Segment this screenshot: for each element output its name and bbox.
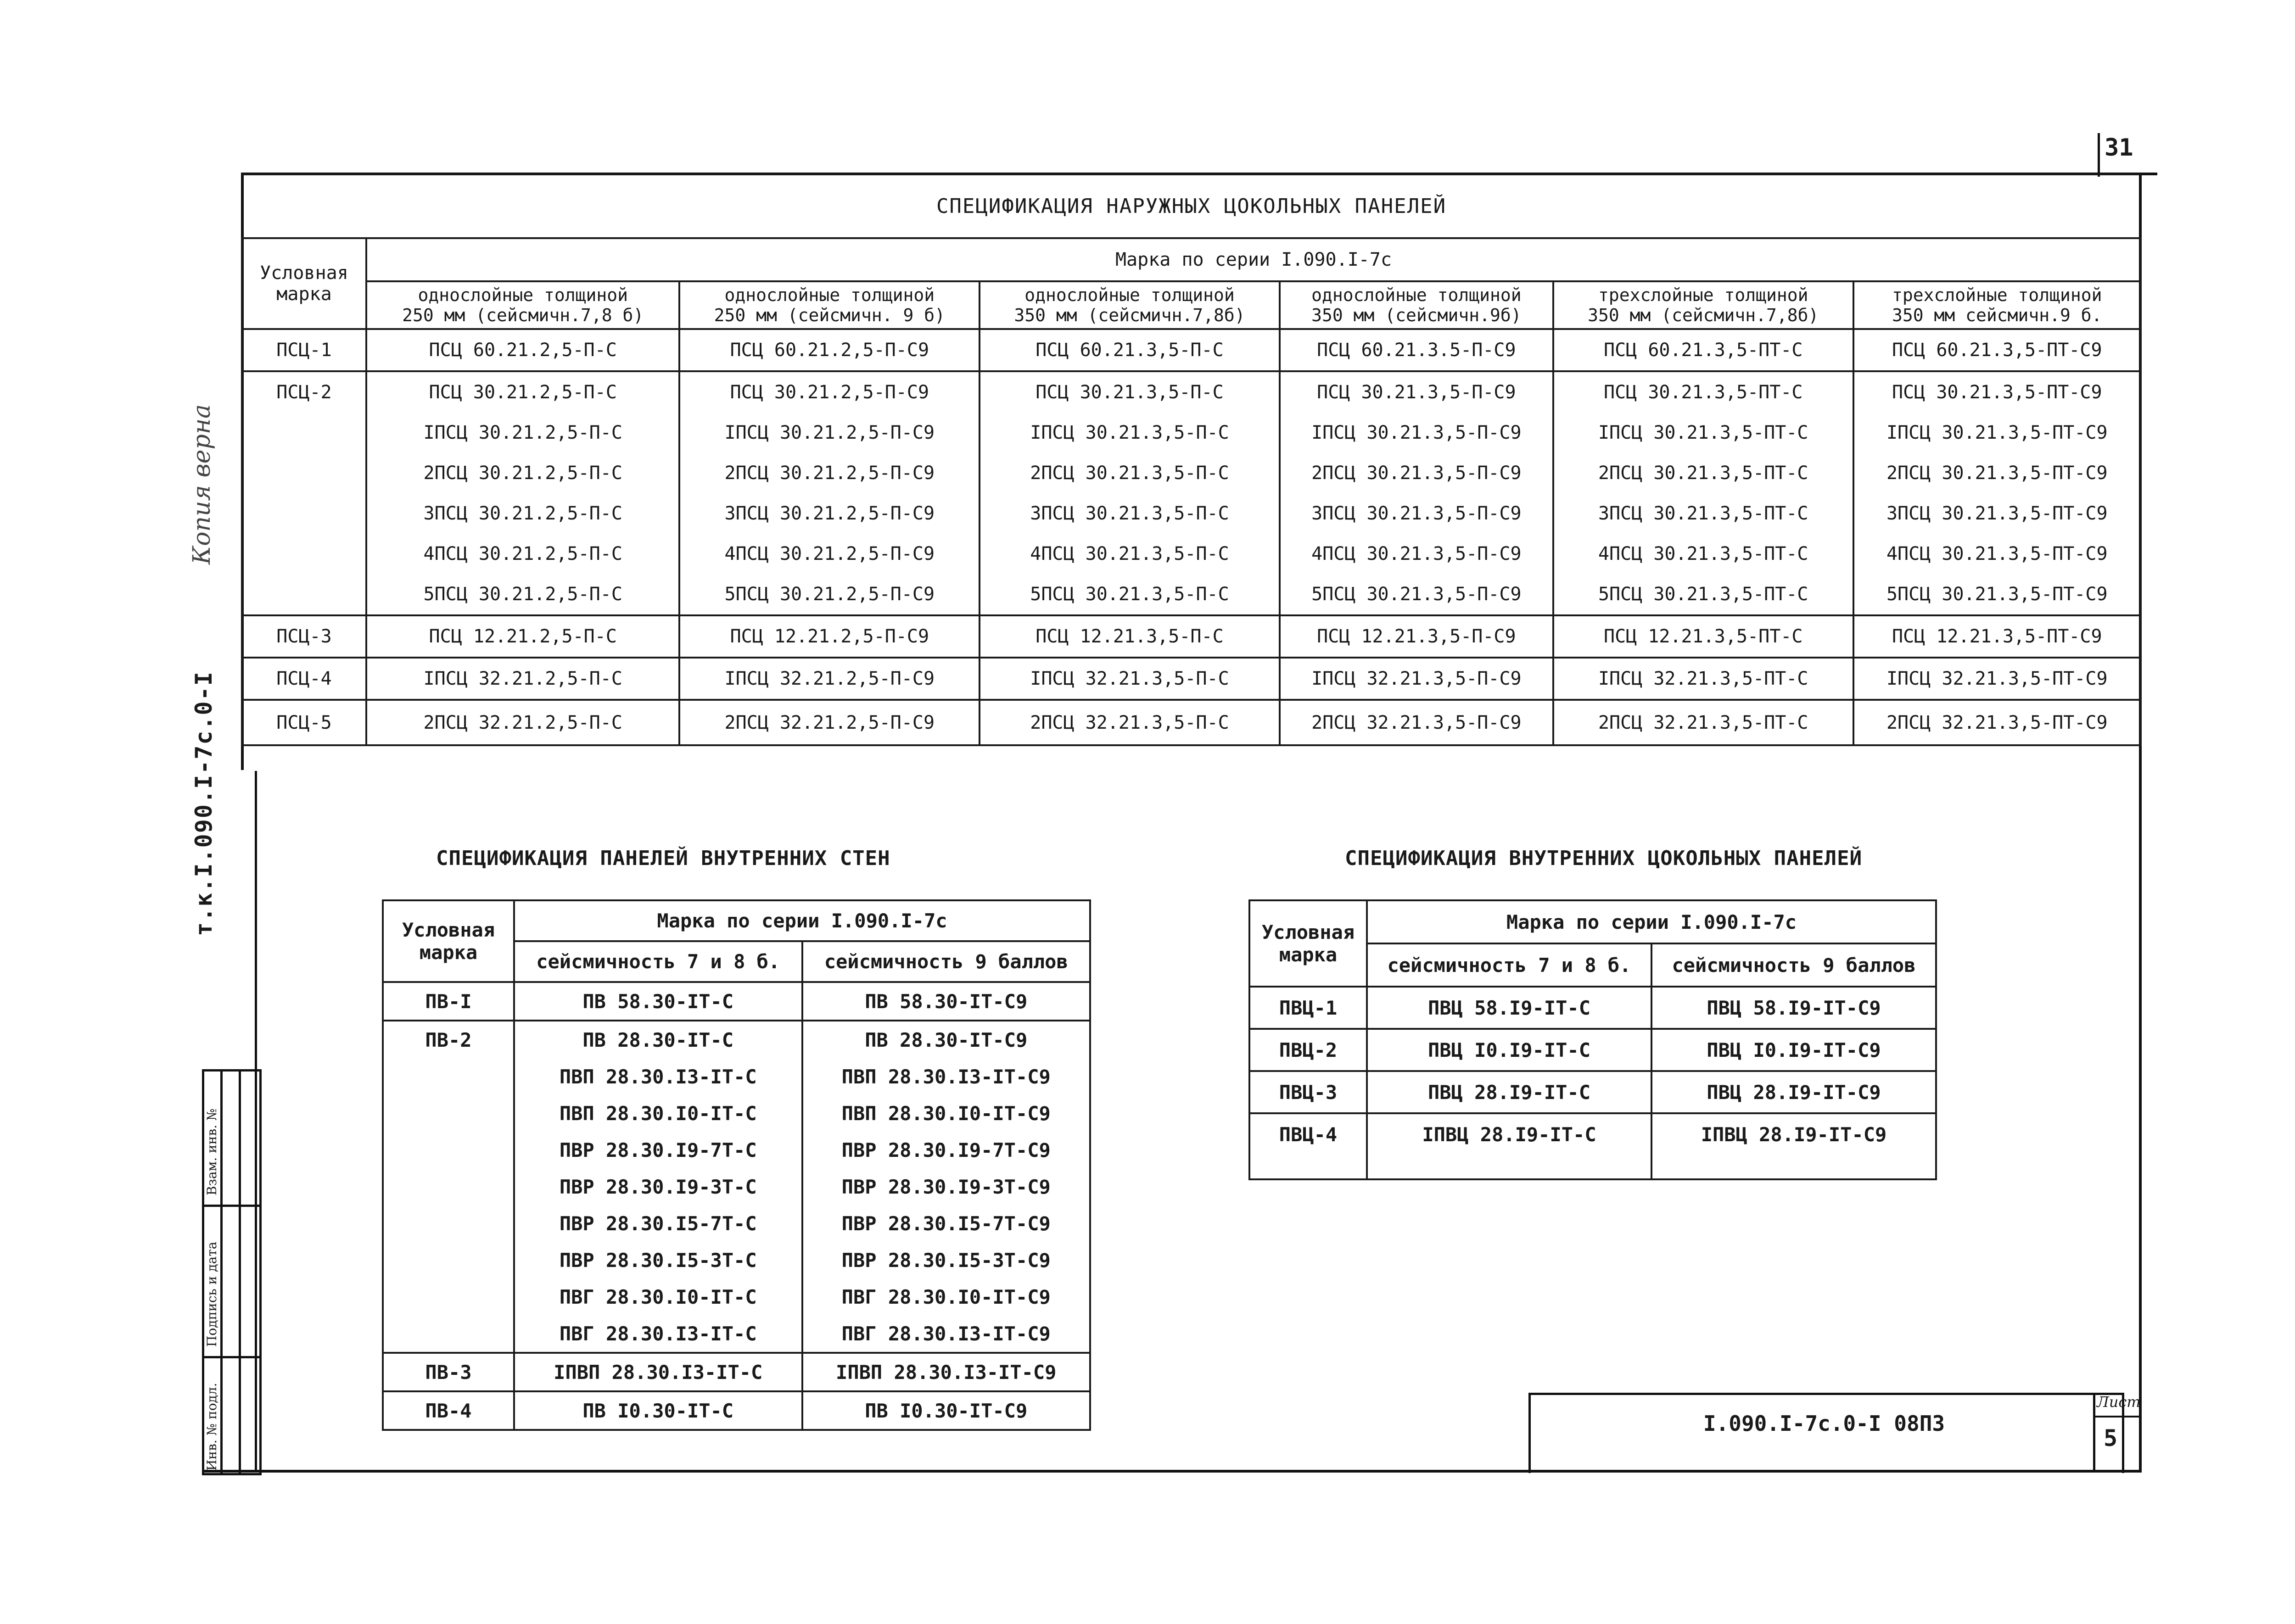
table-cell: ПВР 28.30.I9-3Т-С9: [802, 1168, 1091, 1205]
table-cell: 5ПСЦ 30.21.2,5-П-С: [366, 574, 679, 615]
table-cell: 2ПСЦ 30.21.3,5-ПТ-С: [1553, 453, 1853, 493]
table-cell: ПСЦ 12.21.3,5-ПТ-С: [1553, 615, 1853, 658]
row-mark: ПСЦ-3: [242, 615, 366, 658]
table-cell: ПВ 58.30-IТ-С: [514, 982, 802, 1021]
table-row: [383, 1353, 1090, 1391]
table-cell: 4ПСЦ 30.21.3,5-ПТ-С9: [1853, 534, 2141, 574]
table-cell: 2ПСЦ 30.21.3,5-ПТ-С9: [1853, 453, 2141, 493]
row-mark: ПСЦ-1: [242, 329, 366, 371]
table-cell: ПСЦ 60.21.3,5-П-С: [980, 329, 1280, 371]
walls-col2-header: сейсмичность 9 баллов: [802, 941, 1091, 982]
table-row: [383, 1205, 1090, 1242]
table-cell: IПСЦ 30.21.2,5-П-С9: [679, 413, 980, 453]
table-cell: 4ПСЦ 30.21.2,5-П-С9: [679, 534, 980, 574]
table-cell: IПВЦ 28.I9-IТ-С9: [1651, 1113, 1936, 1179]
table-cell: ПВГ 28.30.I0-IТ-С9: [802, 1278, 1091, 1315]
row-mark: ПВ-4: [383, 1391, 514, 1430]
inner-plinth-table: [1248, 899, 1937, 1180]
table-row: [242, 493, 2141, 534]
table-cell: IПСЦ 30.21.3,5-П-С: [980, 413, 1280, 453]
column-header: однослойные толщиной 250 мм (сейсмичн. 9 б): [679, 281, 980, 329]
table-row: [242, 700, 2141, 745]
table-cell: 2ПСЦ 32.21.2,5-П-С: [366, 700, 679, 745]
table-cell: 2ПСЦ 32.21.3,5-П-С: [980, 700, 1280, 745]
row-mark: ПВ-3: [383, 1353, 514, 1391]
table-cell: 2ПСЦ 32.21.3,5-ПТ-С9: [1853, 700, 2141, 745]
table-cell: ПВЦ I0.I9-IТ-С9: [1651, 1029, 1936, 1071]
series-header: Марка по серии I.090.I-7с: [366, 238, 2141, 281]
row-mark: [383, 1132, 514, 1168]
table-cell: ПВР 28.30.I9-7Т-С9: [802, 1132, 1091, 1168]
table-cell: ПСЦ 30.21.3,5-ПТ-С: [1553, 371, 1853, 413]
table-row: [383, 1095, 1090, 1132]
table-row: [242, 413, 2141, 453]
row-mark: [383, 1278, 514, 1315]
row-mark: ПСЦ-4: [242, 658, 366, 700]
table-cell: ПВЦ 28.I9-IТ-С9: [1651, 1071, 1936, 1113]
table-cell: ПВР 28.30.I5-3Т-С9: [802, 1242, 1091, 1278]
table-cell: ПСЦ 12.21.3,5-П-С9: [1280, 615, 1553, 658]
row-mark: [383, 1242, 514, 1278]
mark-header: Условная марка: [242, 238, 366, 329]
row-mark: ПСЦ-5: [242, 700, 366, 745]
table-cell: IПВП 28.30.I3-IТ-С9: [802, 1353, 1091, 1391]
side-label-replace-inv: Взам. инв. №: [204, 1108, 219, 1195]
table-cell: ПВП 28.30.I3-IТ-С: [514, 1058, 802, 1095]
side-label-signature: Подпись и дата: [204, 1241, 219, 1347]
table-cell: ПСЦ 30.21.3,5-П-С: [980, 371, 1280, 413]
table-row: [383, 1168, 1090, 1205]
table-cell: ПСЦ 30.21.3,5-ПТ-С9: [1853, 371, 2141, 413]
table-cell: ПВГ 28.30.I0-IТ-С: [514, 1278, 802, 1315]
table-cell: IПВП 28.30.I3-IТ-С: [514, 1353, 802, 1391]
side-stamp: [202, 1069, 262, 1475]
table-cell: 2ПСЦ 32.21.3,5-ПТ-С: [1553, 700, 1853, 745]
row-mark: [383, 1315, 514, 1353]
table-cell: IПСЦ 30.21.3,5-ПТ-С: [1553, 413, 1853, 453]
plinth-mark-header: Условная марка: [1249, 900, 1367, 987]
table-cell: 2ПСЦ 30.21.2,5-П-С: [366, 453, 679, 493]
table-cell: ПСЦ 60.21.3,5-ПТ-С9: [1853, 329, 2141, 371]
table-cell: 4ПСЦ 30.21.3,5-П-С: [980, 534, 1280, 574]
table-row: [242, 453, 2141, 493]
table-cell: ПВЦ I0.I9-IТ-С: [1367, 1029, 1651, 1071]
table-cell: ПСЦ 60.21.2,5-П-С: [366, 329, 679, 371]
table-cell: 3ПСЦ 30.21.2,5-П-С9: [679, 493, 980, 534]
table-cell: ПСЦ 30.21.2,5-П-С: [366, 371, 679, 413]
table-cell: 2ПСЦ 30.21.3,5-П-С: [980, 453, 1280, 493]
plinth-series-header: Марка по серии I.090.I-7с: [1367, 900, 1936, 943]
table-cell: IПСЦ 32.21.3,5-П-С: [980, 658, 1280, 700]
table-cell: 2ПСЦ 32.21.2,5-П-С9: [679, 700, 980, 745]
table-row: [383, 1278, 1090, 1315]
table-cell: 3ПСЦ 30.21.3,5-ПТ-С: [1553, 493, 1853, 534]
table-cell: 2ПСЦ 30.21.2,5-П-С9: [679, 453, 980, 493]
table-row: [242, 658, 2141, 700]
table-cell: ПСЦ 12.21.3,5-ПТ-С9: [1853, 615, 2141, 658]
row-mark: [242, 453, 366, 493]
table-row: [383, 1242, 1090, 1278]
table-cell: ПСЦ 30.21.2,5-П-С9: [679, 371, 980, 413]
outer-plinth-panels-table: [241, 173, 2142, 746]
table-cell: 5ПСЦ 30.21.3,5-П-С9: [1280, 574, 1553, 615]
table-cell: ПВЦ 58.I9-IТ-С: [1367, 987, 1651, 1029]
row-mark: ПВЦ-2: [1249, 1029, 1367, 1071]
table-cell: 3ПСЦ 30.21.3,5-П-С9: [1280, 493, 1553, 534]
table-cell: 4ПСЦ 30.21.3,5-ПТ-С: [1553, 534, 1853, 574]
table-cell: IПСЦ 30.21.3,5-П-С9: [1280, 413, 1553, 453]
table-row: [1249, 1071, 1936, 1113]
row-mark: [383, 1168, 514, 1205]
row-mark: [383, 1095, 514, 1132]
row-mark: [242, 574, 366, 615]
row-mark: [383, 1205, 514, 1242]
inner-walls-table: [382, 899, 1091, 1431]
table-cell: ПСЦ 12.21.3,5-П-С: [980, 615, 1280, 658]
table-row: [383, 982, 1090, 1021]
row-mark: [242, 413, 366, 453]
table-cell: ПСЦ 60.21.3,5-ПТ-С: [1553, 329, 1853, 371]
table-cell: ПВ 28.30-IТ-С: [514, 1021, 802, 1058]
table-row: [383, 1132, 1090, 1168]
table-row: [383, 1021, 1090, 1058]
table-cell: ПВР 28.30.I5-7Т-С9: [802, 1205, 1091, 1242]
walls-series-header: Марка по серии I.090.I-7с: [514, 900, 1090, 941]
table-row: [1249, 1113, 1936, 1179]
table-title: СПЕЦИФИКАЦИЯ НАРУЖНЫХ ЦОКОЛЬНЫХ ПАНЕЛЕЙ: [242, 174, 2141, 238]
table-cell: IПСЦ 32.21.3,5-ПТ-С9: [1853, 658, 2141, 700]
table-cell: ПВ 28.30-IТ-С9: [802, 1021, 1091, 1058]
table-cell: ПВГ 28.30.I3-IТ-С9: [802, 1315, 1091, 1353]
table-cell: ПСЦ 12.21.2,5-П-С: [366, 615, 679, 658]
table-cell: ПВР 28.30.I9-7Т-С: [514, 1132, 802, 1168]
table-cell: ПСЦ 12.21.2,5-П-С9: [679, 615, 980, 658]
side-document-code: т.к.I.090.I-7с.0-I: [190, 671, 217, 936]
column-header: однослойные толщиной 350 мм (сейсмичн.9б): [1280, 281, 1553, 329]
walls-mark-header: Условная марка: [383, 900, 514, 982]
table-cell: IПСЦ 30.21.3,5-ПТ-С9: [1853, 413, 2141, 453]
row-mark: ПВ-I: [383, 982, 514, 1021]
sheet-rule: [2093, 1416, 2139, 1418]
table-cell: 4ПСЦ 30.21.3,5-П-С9: [1280, 534, 1553, 574]
row-mark: ПСЦ-2: [242, 371, 366, 413]
table-cell: ПВЦ 28.I9-IТ-С: [1367, 1071, 1651, 1113]
table-row: [383, 1391, 1090, 1430]
table-cell: ПВР 28.30.I5-3Т-С: [514, 1242, 802, 1278]
table-cell: 5ПСЦ 30.21.3,5-ПТ-С9: [1853, 574, 2141, 615]
table-cell: 5ПСЦ 30.21.2,5-П-С9: [679, 574, 980, 615]
table-row: [242, 615, 2141, 658]
table-cell: ПСЦ 30.21.3,5-П-С9: [1280, 371, 1553, 413]
table-cell: IПСЦ 30.21.2,5-П-С: [366, 413, 679, 453]
page-number: 31: [2105, 134, 2133, 162]
table-cell: IПСЦ 32.21.2,5-П-С: [366, 658, 679, 700]
table-cell: 5ПСЦ 30.21.3,5-ПТ-С: [1553, 574, 1853, 615]
table-cell: ПВ I0.30-IТ-С9: [802, 1391, 1091, 1430]
table-row: [242, 371, 2141, 413]
table-cell: IПСЦ 32.21.2,5-П-С9: [679, 658, 980, 700]
table-cell: 5ПСЦ 30.21.3,5-П-С: [980, 574, 1280, 615]
table-cell: 2ПСЦ 32.21.3,5-П-С9: [1280, 700, 1553, 745]
table-row: [1249, 1029, 1936, 1071]
inner-plinth-title: СПЕЦИФИКАЦИЯ ВНУТРЕННИХ ЦОКОЛЬНЫХ ПАНЕЛЕЙ: [1345, 847, 1863, 870]
table-row: [1249, 987, 1936, 1029]
row-mark: ПВЦ-1: [1249, 987, 1367, 1029]
sheet-label: Лист: [2097, 1393, 2141, 1411]
table-cell: ПСЦ 60.21.3.5-П-С9: [1280, 329, 1553, 371]
copy-note: Копия верна: [188, 404, 216, 564]
table-row: [242, 534, 2141, 574]
table-row: [242, 329, 2141, 371]
table-cell: ПВП 28.30.I0-IТ-С9: [802, 1095, 1091, 1132]
table-cell: ПВГ 28.30.I3-IТ-С: [514, 1315, 802, 1353]
column-header: трехслойные толщиной 350 мм (сейсмичн.7,8б): [1553, 281, 1853, 329]
table-cell: 3ПСЦ 30.21.3,5-П-С: [980, 493, 1280, 534]
row-mark: [242, 534, 366, 574]
plinth-col2-header: сейсмичность 9 баллов: [1651, 943, 1936, 987]
table-cell: ПВР 28.30.I5-7Т-С: [514, 1205, 802, 1242]
row-mark: ПВЦ-3: [1249, 1071, 1367, 1113]
table-cell: IПСЦ 32.21.3,5-П-С9: [1280, 658, 1553, 700]
table-row: [242, 574, 2141, 615]
document-code: I.090.I-7с.0-I 08ПЗ: [1703, 1411, 1945, 1436]
table-cell: ПВР 28.30.I9-3Т-С: [514, 1168, 802, 1205]
table-cell: ПВЦ 58.I9-IТ-С9: [1651, 987, 1936, 1029]
row-mark: [383, 1058, 514, 1095]
row-mark: [242, 493, 366, 534]
table-cell: 3ПСЦ 30.21.2,5-П-С: [366, 493, 679, 534]
row-mark: ПВЦ-4: [1249, 1113, 1367, 1179]
inner-walls-title: СПЕЦИФИКАЦИЯ ПАНЕЛЕЙ ВНУТРЕННИХ СТЕН: [436, 847, 890, 870]
table-row: [383, 1315, 1090, 1353]
table-row: [383, 1058, 1090, 1095]
table-cell: ПВ I0.30-IТ-С: [514, 1391, 802, 1430]
column-header: однослойные толщиной 250 мм (сейсмичн.7,8 б): [366, 281, 679, 329]
side-label-inventory: Инв. № подл.: [204, 1383, 219, 1471]
table-cell: IПВЦ 28.I9-IТ-С: [1367, 1113, 1651, 1179]
sheet-number: 5: [2104, 1425, 2118, 1451]
table-cell: ПВП 28.30.I0-IТ-С: [514, 1095, 802, 1132]
plinth-col1-header: сейсмичность 7 и 8 б.: [1367, 943, 1651, 987]
walls-col1-header: сейсмичность 7 и 8 б.: [514, 941, 802, 982]
table-cell: ПСЦ 60.21.2,5-П-С9: [679, 329, 980, 371]
page-number-rule: [2098, 133, 2100, 177]
column-header: трехслойные толщиной 350 мм сейсмичн.9 б.: [1853, 281, 2141, 329]
table-cell: ПВ 58.30-IТ-С9: [802, 982, 1091, 1021]
row-mark: ПВ-2: [383, 1021, 514, 1058]
table-cell: IПСЦ 32.21.3,5-ПТ-С: [1553, 658, 1853, 700]
table-cell: ПВП 28.30.I3-IТ-С9: [802, 1058, 1091, 1095]
column-header: однослойные толщиной 350 мм (сейсмичн.7,8б): [980, 281, 1280, 329]
table-cell: 3ПСЦ 30.21.3,5-ПТ-С9: [1853, 493, 2141, 534]
table-cell: 4ПСЦ 30.21.2,5-П-С: [366, 534, 679, 574]
table-cell: 2ПСЦ 30.21.3,5-П-С9: [1280, 453, 1553, 493]
